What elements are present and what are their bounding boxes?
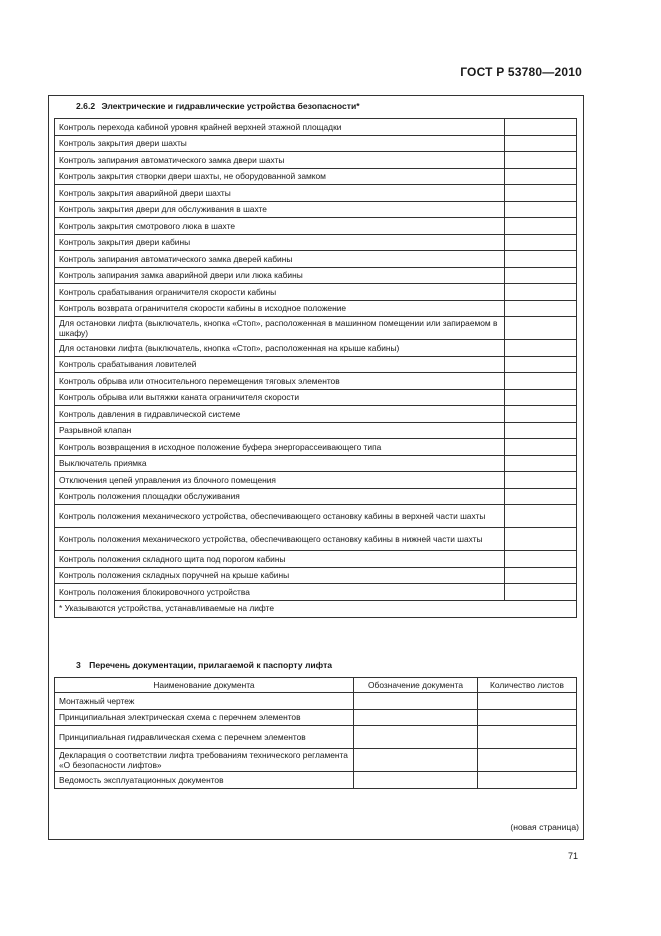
empty-cell (354, 709, 478, 726)
empty-cell (505, 168, 577, 185)
device-name-cell: Контроль срабатывания ловителей (55, 356, 505, 373)
section-title: Перечень документации, прилагаемой к паспорту лифта (89, 660, 333, 670)
device-name-cell: Для остановки лифта (выключатель, кнопка «Стоп», расположенная в машинном помещении или запираемом в шкафу) (55, 317, 505, 340)
table-row (55, 726, 577, 749)
device-name-cell: Контроль положения складных поручней на крыше кабины (55, 567, 505, 584)
table-row (55, 772, 577, 789)
empty-cell (505, 251, 577, 268)
device-name-cell: Контроль возврата ограничителя скорости кабины в исходное положение (55, 300, 505, 317)
documentation-table (54, 677, 577, 789)
empty-cell (505, 406, 577, 423)
empty-cell (505, 135, 577, 152)
table-row (55, 406, 577, 423)
empty-cell (354, 772, 478, 789)
device-name-cell: Контроль запирания замка аварийной двери или люка кабины (55, 267, 505, 284)
device-name-cell: Разрывной клапан (55, 422, 505, 439)
device-name-cell: Контроль закрытия двери для обслуживания в шахте (55, 201, 505, 218)
empty-cell (505, 472, 577, 489)
empty-cell (505, 528, 577, 551)
table-row (55, 488, 577, 505)
empty-cell (505, 152, 577, 169)
empty-cell (505, 356, 577, 373)
document-name-cell: Ведомость эксплуатационных документов (55, 772, 354, 789)
empty-cell (505, 455, 577, 472)
section-title: Электрические и гидравлические устройства безопасности* (101, 101, 360, 111)
device-name-cell: Контроль закрытия двери шахты (55, 135, 505, 152)
device-name-cell: Контроль положения механического устройства, обеспечивающего остановку кабины в верхней части шахты (55, 505, 505, 528)
table-row (55, 505, 577, 528)
device-name-cell: Контроль положения площадки обслуживания (55, 488, 505, 505)
device-name-cell: Контроль закрытия двери кабины (55, 234, 505, 251)
section-2-6-2-heading (76, 101, 360, 111)
device-name-cell: Контроль обрыва или вытяжки каната ограничителя скорости (55, 389, 505, 406)
document-code: ГОСТ Р 53780—2010 (460, 65, 582, 79)
table-row (55, 373, 577, 390)
empty-cell (354, 749, 478, 772)
device-name-cell: Контроль перехода кабиной уровня крайней верхней этажной площадки (55, 119, 505, 136)
table-row (55, 567, 577, 584)
empty-cell (505, 551, 577, 568)
table-row (55, 185, 577, 202)
table-row (55, 455, 577, 472)
empty-cell (505, 567, 577, 584)
empty-cell (478, 709, 577, 726)
page-number: 71 (567, 851, 578, 861)
column-header-name: Наименование документа (55, 678, 354, 693)
table-row (55, 389, 577, 406)
table-row (55, 152, 577, 169)
empty-cell (505, 218, 577, 235)
empty-cell (505, 439, 577, 456)
empty-cell (505, 584, 577, 601)
empty-cell (505, 422, 577, 439)
empty-cell (505, 185, 577, 202)
table-row (55, 340, 577, 357)
empty-cell (505, 340, 577, 357)
table-row (55, 251, 577, 268)
empty-cell (505, 119, 577, 136)
table-row (55, 422, 577, 439)
device-name-cell: Контроль обрыва или относительного перемещения тяговых элементов (55, 373, 505, 390)
section-3-heading (76, 660, 332, 670)
device-name-cell: Контроль запирания автоматического замка дверей кабины (55, 251, 505, 268)
table-row (55, 168, 577, 185)
table-row (55, 201, 577, 218)
empty-cell (505, 300, 577, 317)
device-name-cell: Контроль запирания автоматического замка двери шахты (55, 152, 505, 169)
empty-cell (478, 693, 577, 710)
table-row (55, 135, 577, 152)
table-row (55, 300, 577, 317)
table-row (55, 218, 577, 235)
table-row (55, 693, 577, 710)
empty-cell (505, 389, 577, 406)
column-header-designation: Обозначение документа (354, 678, 478, 693)
column-header-sheets: Количество листов (478, 678, 577, 693)
document-name-cell: Принципиальная гидравлическая схема с перечнем элементов (55, 726, 354, 749)
device-name-cell: Выключатель приямка (55, 455, 505, 472)
empty-cell (505, 201, 577, 218)
empty-cell (505, 373, 577, 390)
safety-devices-table (54, 118, 577, 618)
device-name-cell: Контроль возвращения в исходное положение буфера энергорассеивающего типа (55, 439, 505, 456)
empty-cell (505, 267, 577, 284)
table-row (55, 528, 577, 551)
device-name-cell: Контроль срабатывания ограничителя скорости кабины (55, 284, 505, 301)
table-row (55, 584, 577, 601)
section-number: 3 (76, 660, 81, 670)
table-row (55, 749, 577, 772)
device-name-cell: Отключения цепей управления из блочного помещения (55, 472, 505, 489)
empty-cell (505, 234, 577, 251)
table-row (55, 119, 577, 136)
empty-cell (478, 726, 577, 749)
document-name-cell: Декларация о соответствии лифта требованиям технического регламента «О безопасности лифтов» (55, 749, 354, 772)
table-row (55, 439, 577, 456)
table-row (55, 472, 577, 489)
table-row (55, 284, 577, 301)
table-row (55, 709, 577, 726)
device-name-cell: Контроль положения блокировочного устройства (55, 584, 505, 601)
table-row (55, 356, 577, 373)
empty-cell (505, 284, 577, 301)
table-row (55, 317, 577, 340)
table-row (55, 267, 577, 284)
device-name-cell: Контроль закрытия аварийной двери шахты (55, 185, 505, 202)
new-page-note: (новая страница) (510, 822, 579, 832)
footnote: * Указываются устройства, устанавливаемые на лифте (55, 600, 577, 617)
table-header-row (55, 678, 577, 693)
empty-cell (354, 726, 478, 749)
table-row (55, 551, 577, 568)
empty-cell (505, 488, 577, 505)
device-name-cell: Контроль давления в гидравлической системе (55, 406, 505, 423)
empty-cell (478, 749, 577, 772)
empty-cell (354, 693, 478, 710)
empty-cell (505, 317, 577, 340)
device-name-cell: Контроль закрытия створки двери шахты, не оборудованной замком (55, 168, 505, 185)
device-name-cell: Контроль положения механического устройства, обеспечивающего остановку кабины в нижней части шахты (55, 528, 505, 551)
device-name-cell: Контроль закрытия смотрового люка в шахте (55, 218, 505, 235)
empty-cell (505, 505, 577, 528)
section-number: 2.6.2 (76, 101, 96, 111)
document-name-cell: Монтажный чертеж (55, 693, 354, 710)
document-name-cell: Принципиальная электрическая схема с перечнем элементов (55, 709, 354, 726)
footnote-row (55, 600, 577, 617)
empty-cell (478, 772, 577, 789)
table-row (55, 234, 577, 251)
device-name-cell: Контроль положения складного щита под порогом кабины (55, 551, 505, 568)
device-name-cell: Для остановки лифта (выключатель, кнопка «Стоп», расположенная на крыше кабины) (55, 340, 505, 357)
